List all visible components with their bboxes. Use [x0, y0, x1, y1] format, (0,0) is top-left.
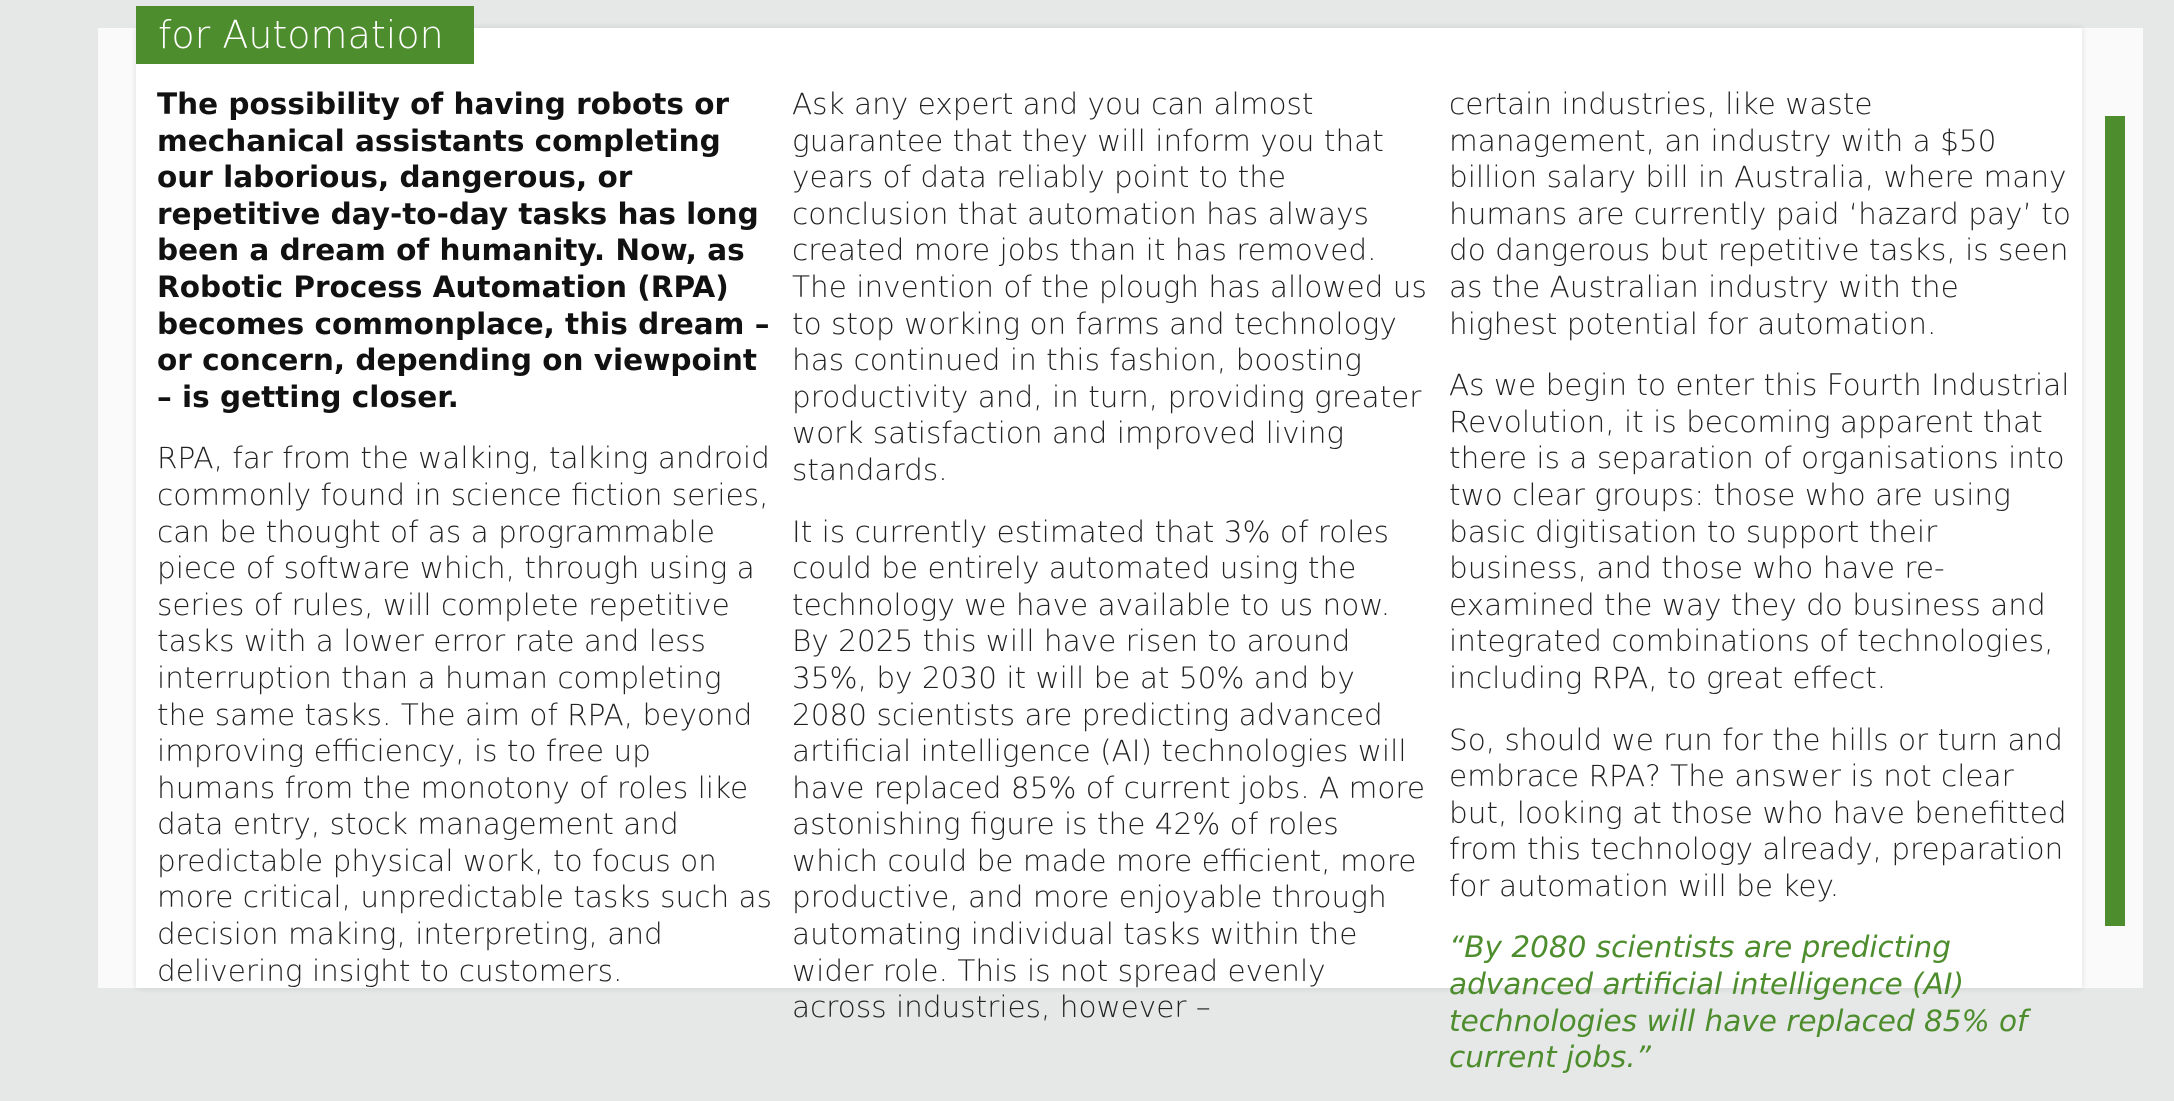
article-column-2 — [792, 86, 1428, 1051]
body-paragraph: RPA, far from the walking, talking android commonly found in science fiction series, can be thought of as a programmable piece of software which, through using a series of rules, will complete repetitive tasks with a lower error rate and less interruption than a human completing the same tasks. The aim of RPA, beyond improving efficiency, is to free up humans from the monotony of roles like data entry, stock management and predictable physical work, to focus on more critical, unpredictable tasks such as decision making, interpreting, and delivering insight to customers. — [157, 441, 772, 988]
article-column-1 — [157, 86, 777, 1014]
article-column-3 — [1449, 86, 2074, 1101]
body-paragraph: certain industries, like waste management, an industry with a $50 billion salary bill in Australia, where many humans are currently paid ‘hazard pay’ to do dangerous but repetitive tasks, is seen as the Australian industry with the highest potential for automation. — [1449, 87, 2071, 341]
pull-quote: “By 2080 scientists are predicting advanced artificial intelligence (AI) technologies will have replaced 85% of current jobs.” — [1449, 930, 2028, 1075]
vertical-scrollbar[interactable] — [2087, 28, 2143, 988]
lead-paragraph: The possibility of having robots or mechanical assistants completing our laborious, dangerous, or repetitive day-to-day tasks has long been a dream of humanity. Now, as Robotic Process Automation (RPA) becomes commonplace, this dream – or concern, depending on viewpoint – is getting closer. — [157, 87, 770, 414]
article-title-banner: for Automation — [136, 6, 474, 64]
article-page — [136, 13, 2082, 1075]
body-paragraph: Ask any expert and you can almost guarantee that they will inform you that years of data reliably point to the conclusion that automation has always created more jobs than it has removed. The invention of the plough has allowed us to stop working on farms and technology has continued in this fashion, boosting productivity and, in turn, providing greater work satisfaction and improved living standards. — [792, 87, 1427, 487]
body-paragraph: It is currently estimated that 3% of roles could be entirely automated using the technology we have available to us now. By 2025 this will have risen to around 35%, by 2030 it will be at 50% and by 2080 scientists are predicting advanced artificial intelligence (AI) technologies will have replaced 85% of current jobs. A more astonishing figure is the 42% of roles which could be made more efficient, more productive, and more enjoyable through automating individual tasks within the wider role. This is not spread evenly across industries, however – — [792, 514, 1425, 1025]
body-paragraph: So, should we run for the hills or turn and embrace RPA? The answer is not clear but, looking at those who have benefitted from this technology already, preparation for automation will be key. — [1449, 722, 2067, 903]
document-viewport — [98, 13, 2143, 1075]
scrollbar-thumb[interactable] — [2105, 116, 2125, 926]
body-paragraph: As we begin to enter this Fourth Industrial Revolution, it is becoming apparent that there is a separation of organisations into two clear groups: those who are using basic digitisation to support their business, and those who have re-examined the way they do business and integrated combinations of technologies, including RPA, to great effect. — [1449, 368, 2070, 695]
